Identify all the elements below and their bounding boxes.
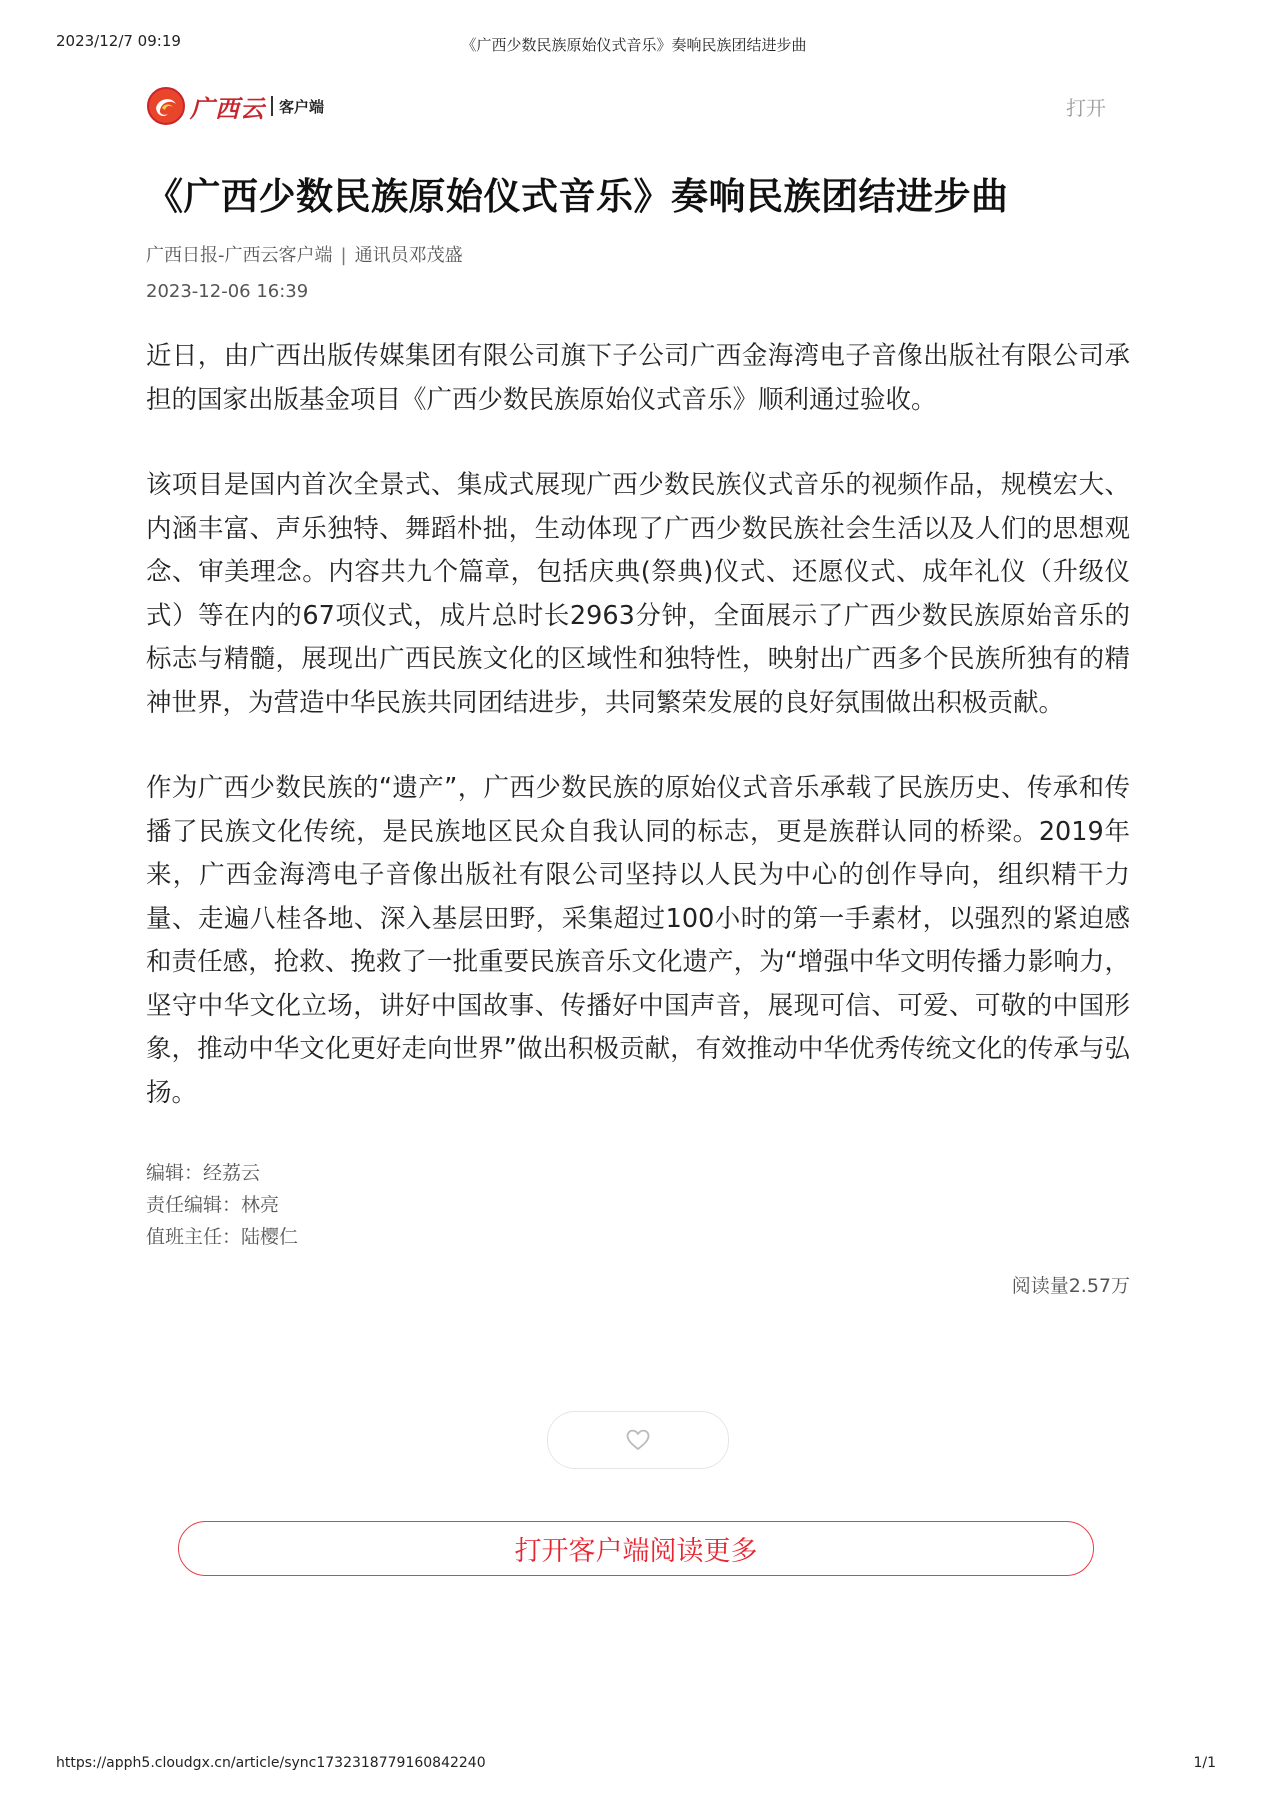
editor: 编辑：经荔云 — [146, 1162, 261, 1184]
article-source: 广西日报-广西云客户端 — [146, 245, 333, 266]
article-byline — [146, 243, 1130, 269]
heart-icon — [625, 1428, 651, 1452]
article-paragraph: 作为广西少数民族的“遗产”，广西少数民族的原始仪式音乐承载了民族历史、传承和传播了民族文化传统，是民族地区民众自我认同的标志，更是族群认同的桥梁。2019年来，广西金海湾电子音像出版社有限公司坚持以人民为中心的创作导向，组织精干力量、走遍八桂各地、深入基层田野，采集超过100小时的第一手素材，以强烈的紧迫感和责任感，抢救、挽救了一批重要民族音乐文化遗产，为“增强中华文明传播力影响力，坚守中华文化立场，讲好中国故事、传播好中国声音，展现可信、可爱、可敬的中国形象，推动中华文化更好走向世界”做出积极贡献，有效推动中华优秀传统文化的传承与弘扬。 — [146, 773, 1130, 1108]
logo-wordmark: 广西云 — [190, 93, 265, 123]
open-app-link[interactable]: 打开 — [1066, 96, 1106, 120]
read-count: 阅读量2.57万 — [1011, 1275, 1130, 1297]
print-page-number: 1/1 — [1193, 1755, 1216, 1771]
article-title: 《广西少数民族原始仪式音乐》奏响民族团结进步曲 — [146, 175, 1009, 218]
print-url: https://apph5.cloudgx.cn/article/sync1732318779160842240 — [56, 1755, 486, 1771]
print-datetime: 2023/12/7 09:19 — [56, 32, 181, 50]
responsible-editor: 责任编辑：林亮 — [146, 1194, 280, 1216]
article-paragraph: 该项目是国内首次全景式、集成式展现广西少数民族仪式音乐的视频作品，规模宏大、内涵丰富、声乐独特、舞蹈朴拙，生动体现了广西少数民族社会生活以及人们的思想观念、审美理念。内容共九个篇章，包括庆典(祭典)仪式、还愿仪式、成年礼仪（升级仪式）等在内的67项仪式，成片总时长2963分钟，全面展示了广西少数民族原始音乐的标志与精髓，展现出广西民族文化的区域性和独特性，映射出广西多个民族所独有的精神世界，为营造中华民族共同团结进步，共同繁荣发展的良好氛围做出积极贡献。 — [146, 470, 1130, 718]
print-page-title: 《广西少数民族原始仪式音乐》奏响民族团结进步曲 — [461, 36, 807, 54]
article-author: 通讯员邓茂盛 — [354, 245, 463, 266]
article-paragraph: 近日，由广西出版传媒集团有限公司旗下子公司广西金海湾电子音像出版社有限公司承担的国家出版基金项目《广西少数民族原始仪式音乐》顺利通过验收。 — [146, 341, 1130, 415]
logo-divider — [271, 96, 273, 116]
article — [146, 170, 1130, 1298]
logo-client-label: 客户端 — [279, 97, 325, 116]
open-client-read-more-button[interactable]: 打开客户端阅读更多 — [178, 1521, 1094, 1576]
logo-cloud-icon — [146, 86, 186, 126]
byline-separator: | — [340, 245, 347, 266]
article-body — [146, 335, 1130, 1115]
publish-time: 2023-12-06 16:39 — [146, 281, 309, 302]
editor-credits — [146, 1157, 1130, 1253]
app-header — [146, 84, 1106, 128]
like-button[interactable] — [547, 1411, 729, 1469]
duty-director: 值班主任：陆樱仁 — [146, 1226, 299, 1248]
brand-logo — [146, 86, 324, 126]
